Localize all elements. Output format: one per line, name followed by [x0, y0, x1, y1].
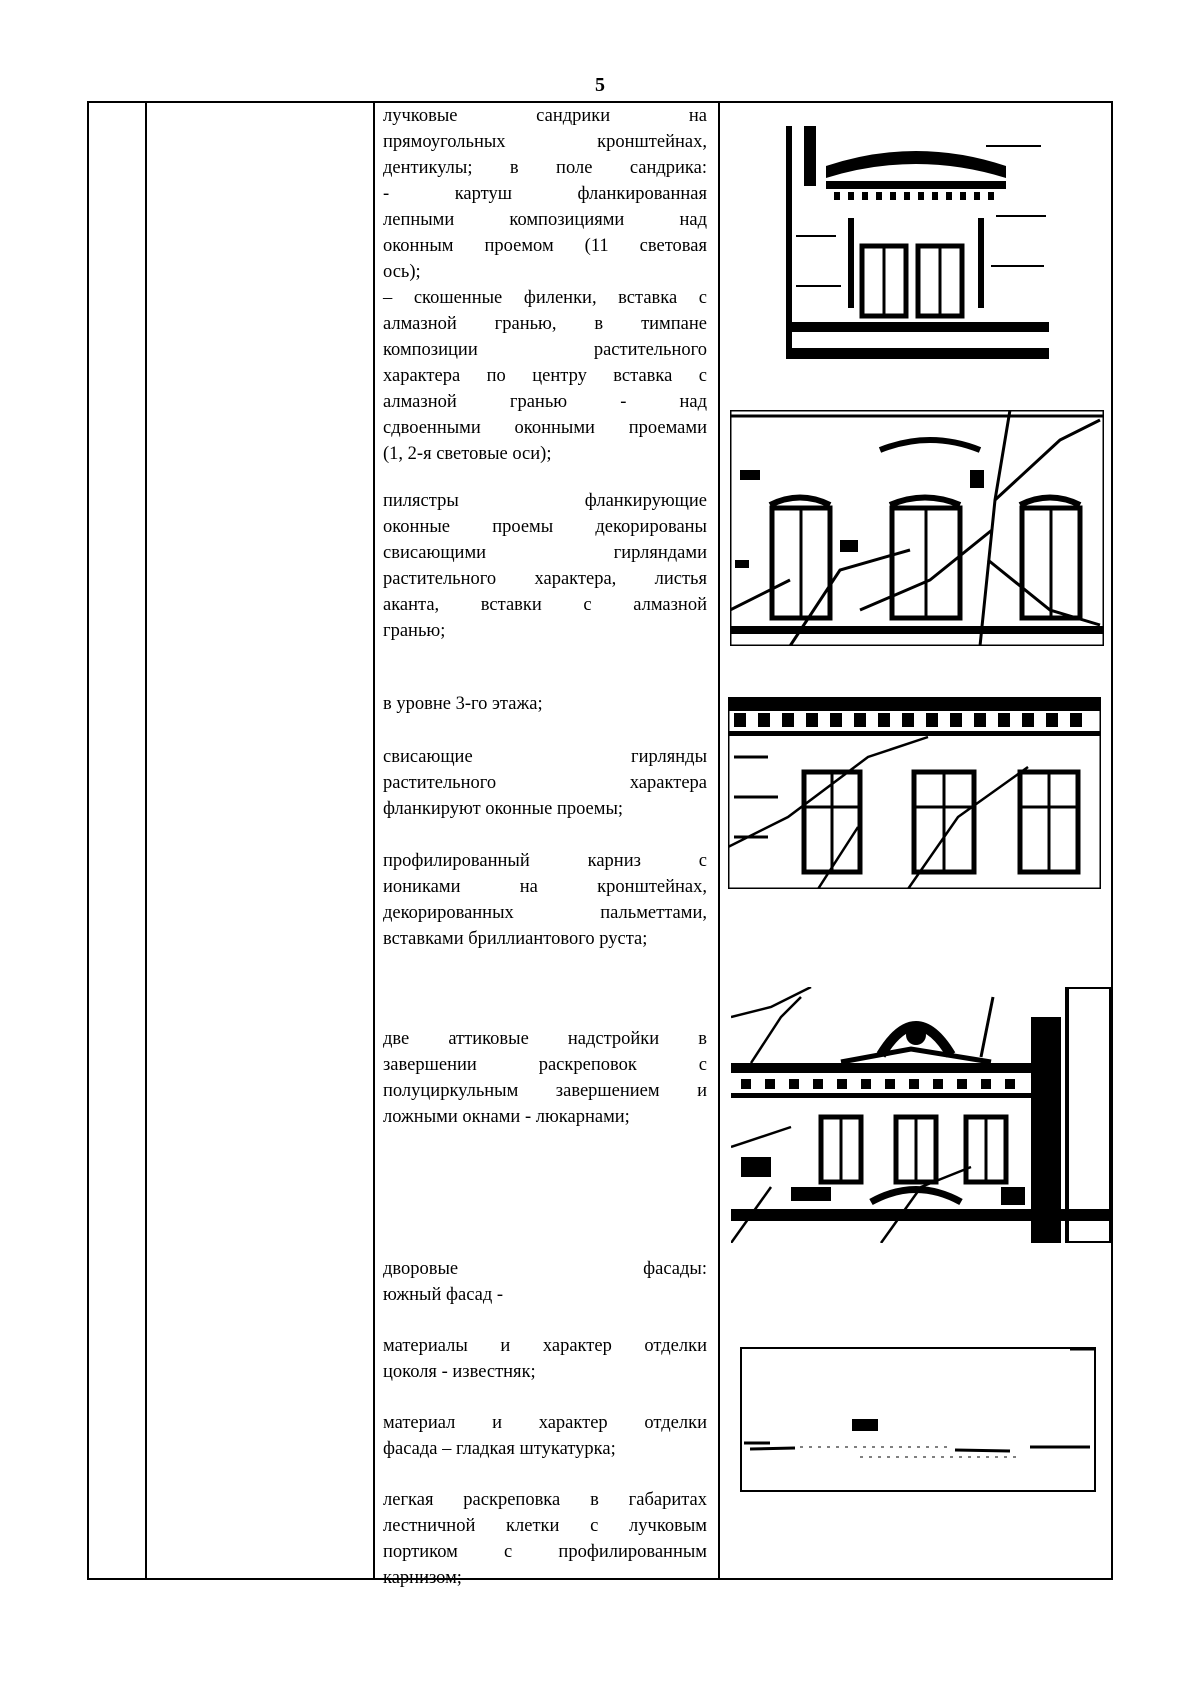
paragraph-cornice	[383, 848, 707, 952]
paragraph-attic	[383, 1026, 707, 1130]
facade-photo-pilasters-twin-windows	[730, 410, 1104, 646]
text-line: иониками на кронштейнах,	[383, 877, 707, 897]
text-line: алмазной гранью - над	[383, 392, 707, 412]
text-line: – скошенные филенки, вставка с	[383, 288, 707, 308]
paragraph-pilasters	[383, 488, 707, 644]
text-line: материалы и характер отделки	[383, 1336, 707, 1356]
building-facade-photo-icon	[730, 410, 1104, 646]
text-line: (1, 2-я световые оси);	[383, 444, 552, 464]
text-line: вставками бриллиантового руста;	[383, 929, 648, 949]
text-line: аканта, вставки с алмазной	[383, 595, 707, 615]
paragraph-garlands	[383, 744, 707, 822]
page-number: 5	[595, 74, 605, 96]
text-line: растительного характера, листья	[383, 569, 707, 589]
text-line: материал и характер отделки	[383, 1413, 707, 1433]
text-line: гранью;	[383, 621, 446, 641]
facade-photo-attic-superstructure	[731, 987, 1111, 1243]
text-line: характера по центру вставка с	[383, 366, 707, 386]
text-line: оконные проемы декорированы	[383, 517, 707, 537]
paragraph-third-floor	[383, 691, 707, 717]
facade-photo-courtyard-south	[740, 1347, 1096, 1492]
building-facade-photo-icon	[728, 697, 1101, 889]
text-line: дентикулы; в поле сандрика:	[383, 158, 707, 178]
text-line: декорированных пальметтами,	[383, 903, 707, 923]
text-line: лепными композициями над	[383, 210, 707, 230]
text-line: завершении раскреповок с	[383, 1055, 707, 1075]
text-line: свисающие гирлянды	[383, 747, 707, 767]
facade-photo-window-sandrik	[786, 126, 1049, 359]
building-facade-photo-icon	[740, 1347, 1096, 1492]
text-line: алмазной гранью, в тимпане	[383, 314, 707, 334]
text-line: две аттиковые надстройки в	[383, 1029, 707, 1049]
text-line: в уровне 3-го этажа;	[383, 694, 543, 714]
text-line: полуциркульным завершением и	[383, 1081, 707, 1101]
paragraph-portico	[383, 1487, 707, 1591]
column-divider-3	[718, 103, 720, 1578]
text-line: профилированный карниз с	[383, 851, 707, 871]
text-line: легкая раскреповка в габаритах	[383, 1490, 707, 1510]
text-line: портиком с профилированным	[383, 1542, 707, 1562]
text-line: ложными окнами - люкарнами;	[383, 1107, 630, 1127]
paragraph-plaster	[383, 1410, 707, 1462]
text-line: ось);	[383, 262, 421, 282]
text-line: фасада – гладкая штукатурка;	[383, 1439, 616, 1459]
text-line: карнизом;	[383, 1568, 462, 1588]
text-line: дворовые фасады:	[383, 1259, 707, 1279]
building-facade-photo-icon	[731, 987, 1111, 1243]
text-line: южный фасад -	[383, 1285, 504, 1305]
text-line: оконным проемом (11 световая	[383, 236, 707, 256]
column-divider-1	[145, 103, 147, 1578]
text-line: прямоугольных кронштейнах,	[383, 132, 707, 152]
text-line: растительного характера	[383, 773, 707, 793]
text-line: пилястры фланкирующие	[383, 491, 707, 511]
building-facade-photo-icon	[786, 126, 1049, 359]
text-line: фланкируют оконные проемы;	[383, 799, 624, 819]
text-line: свисающими гирляндами	[383, 543, 707, 563]
text-line: композиции растительного	[383, 340, 707, 360]
text-line: - картуш фланкированная	[383, 184, 707, 204]
paragraph-plinth	[383, 1333, 707, 1385]
facade-photo-third-floor-cornice	[728, 697, 1101, 889]
text-line: лучковые сандрики на	[383, 106, 707, 126]
paragraph-courtyard	[383, 1256, 707, 1308]
column-divider-2	[373, 103, 375, 1578]
text-line: лестничной клетки с лучковым	[383, 1516, 707, 1536]
text-line: цоколя - известняк;	[383, 1362, 536, 1382]
paragraph-sandrik	[383, 103, 707, 467]
text-line: сдвоенными оконными проемами	[383, 418, 707, 438]
